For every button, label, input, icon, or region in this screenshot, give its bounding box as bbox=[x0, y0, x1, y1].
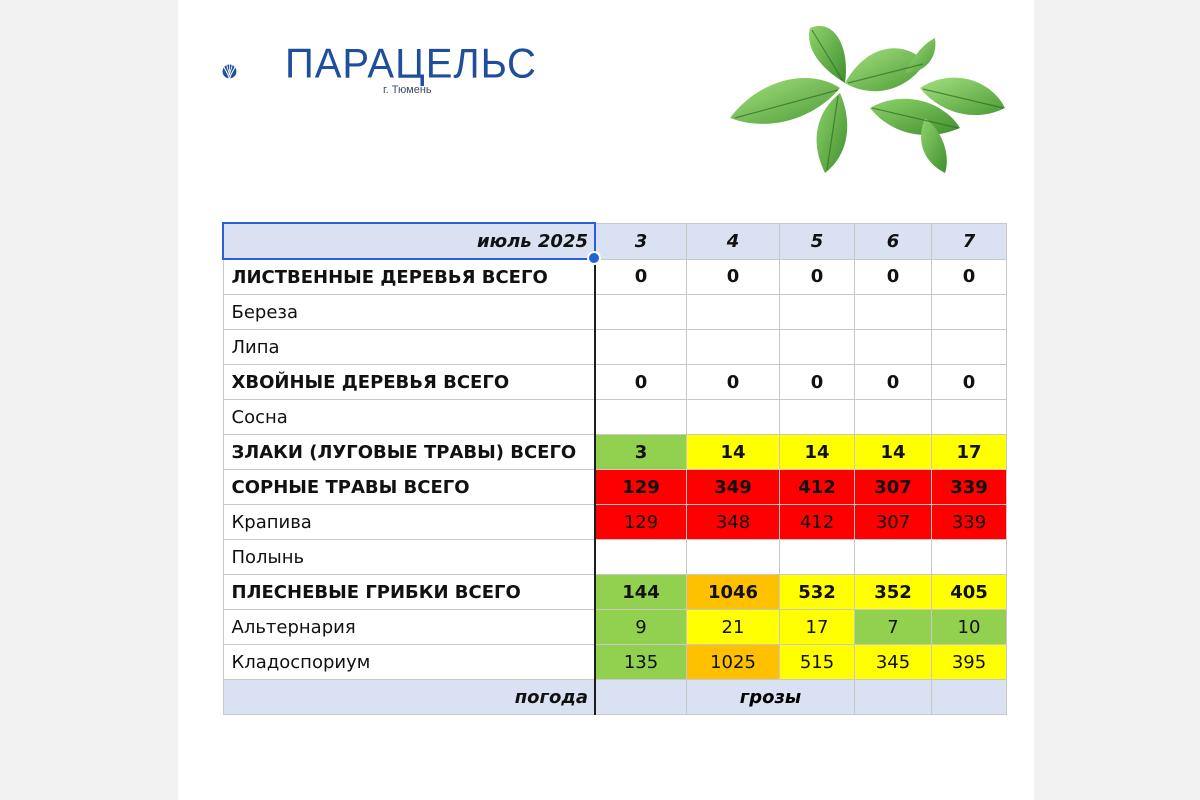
value-cell[interactable]: 144 bbox=[595, 575, 687, 610]
value-cell[interactable]: 17 bbox=[932, 435, 1007, 470]
value-cell[interactable]: 349 bbox=[687, 470, 780, 505]
value-cell[interactable]: 0 bbox=[595, 365, 687, 400]
value-cell[interactable]: 405 bbox=[932, 575, 1007, 610]
month-cell[interactable]: июль 2025 bbox=[223, 223, 595, 259]
table-row bbox=[223, 540, 1007, 575]
value-cell[interactable]: 1025 bbox=[687, 645, 780, 680]
value-cell[interactable] bbox=[932, 295, 1007, 330]
value-cell[interactable]: 345 bbox=[855, 645, 932, 680]
value-cell[interactable] bbox=[780, 330, 855, 365]
value-cell[interactable]: 3 bbox=[595, 435, 687, 470]
day-header-cell[interactable]: 5 bbox=[780, 223, 855, 259]
table-row bbox=[223, 505, 1007, 540]
value-cell[interactable]: 14 bbox=[687, 435, 780, 470]
value-cell[interactable] bbox=[687, 400, 780, 435]
value-cell[interactable]: 10 bbox=[932, 610, 1007, 645]
value-cell[interactable] bbox=[687, 540, 780, 575]
value-cell[interactable]: 0 bbox=[932, 365, 1007, 400]
value-cell[interactable]: 0 bbox=[780, 365, 855, 400]
value-cell[interactable]: 14 bbox=[780, 435, 855, 470]
value-cell[interactable]: 1046 bbox=[687, 575, 780, 610]
value-cell[interactable]: 9 bbox=[595, 610, 687, 645]
value-cell[interactable] bbox=[780, 295, 855, 330]
day-header-cell[interactable]: 7 bbox=[932, 223, 1007, 259]
table-row bbox=[223, 645, 1007, 680]
row-label-cell[interactable]: Альтернария bbox=[223, 610, 595, 645]
table-row bbox=[223, 259, 1007, 295]
value-cell[interactable]: 0 bbox=[932, 259, 1007, 295]
value-cell[interactable] bbox=[595, 400, 687, 435]
value-cell[interactable] bbox=[595, 540, 687, 575]
row-label-cell[interactable]: ПЛЕСНЕВЫЕ ГРИБКИ ВСЕГО bbox=[223, 575, 595, 610]
brand-city: г. Тюмень bbox=[383, 84, 432, 96]
day-header-cell[interactable]: 3 bbox=[595, 223, 687, 259]
paracels-logo-icon bbox=[222, 40, 286, 104]
row-label-cell[interactable]: СОРНЫЕ ТРАВЫ ВСЕГО bbox=[223, 470, 595, 505]
table-row bbox=[223, 575, 1007, 610]
value-cell[interactable]: 129 bbox=[595, 505, 687, 540]
value-cell[interactable]: 135 bbox=[595, 645, 687, 680]
value-cell[interactable] bbox=[687, 295, 780, 330]
day-header-cell[interactable]: 4 bbox=[687, 223, 780, 259]
row-label-cell[interactable]: Крапива bbox=[223, 505, 595, 540]
value-cell[interactable]: 412 bbox=[780, 505, 855, 540]
value-cell[interactable] bbox=[855, 330, 932, 365]
table-row bbox=[223, 400, 1007, 435]
value-cell[interactable]: 412 bbox=[780, 470, 855, 505]
value-cell[interactable]: 395 bbox=[932, 645, 1007, 680]
row-label-cell[interactable]: ЗЛАКИ (ЛУГОВЫЕ ТРАВЫ) ВСЕГО bbox=[223, 435, 595, 470]
value-cell[interactable] bbox=[687, 330, 780, 365]
row-label-cell[interactable]: Береза bbox=[223, 295, 595, 330]
value-cell[interactable] bbox=[855, 295, 932, 330]
pollen-table bbox=[222, 222, 1007, 715]
value-cell[interactable] bbox=[932, 540, 1007, 575]
value-cell[interactable] bbox=[855, 400, 932, 435]
value-cell[interactable]: 307 bbox=[855, 470, 932, 505]
weather-note-cell[interactable]: грозы bbox=[687, 680, 855, 715]
table-row bbox=[223, 330, 1007, 365]
value-cell[interactable]: 339 bbox=[932, 470, 1007, 505]
header-row bbox=[223, 223, 1007, 259]
table-row bbox=[223, 435, 1007, 470]
value-cell[interactable]: 532 bbox=[780, 575, 855, 610]
value-cell[interactable]: 14 bbox=[855, 435, 932, 470]
value-cell[interactable]: 515 bbox=[780, 645, 855, 680]
selection-handle-icon[interactable] bbox=[587, 251, 601, 265]
value-cell[interactable]: 0 bbox=[855, 259, 932, 295]
value-cell[interactable]: 17 bbox=[780, 610, 855, 645]
value-cell[interactable] bbox=[855, 540, 932, 575]
value-cell[interactable]: 348 bbox=[687, 505, 780, 540]
value-cell[interactable] bbox=[780, 400, 855, 435]
table-row bbox=[223, 365, 1007, 400]
row-label-cell[interactable]: ЛИСТВЕННЫЕ ДЕРЕВЬЯ ВСЕГО bbox=[223, 259, 595, 295]
value-cell[interactable] bbox=[595, 295, 687, 330]
weather-row bbox=[223, 680, 1007, 715]
brand-name: ПАРАЦЕЛЬС bbox=[285, 40, 537, 88]
row-label-cell[interactable]: ХВОЙНЫЕ ДЕРЕВЬЯ ВСЕГО bbox=[223, 365, 595, 400]
weather-cell[interactable] bbox=[932, 680, 1007, 715]
row-label-cell[interactable]: Сосна bbox=[223, 400, 595, 435]
weather-label-cell[interactable]: погода bbox=[223, 680, 595, 715]
value-cell[interactable]: 0 bbox=[595, 259, 687, 295]
value-cell[interactable] bbox=[932, 330, 1007, 365]
value-cell[interactable] bbox=[932, 400, 1007, 435]
value-cell[interactable]: 307 bbox=[855, 505, 932, 540]
value-cell[interactable]: 21 bbox=[687, 610, 780, 645]
value-cell[interactable]: 0 bbox=[687, 365, 780, 400]
weather-cell[interactable] bbox=[595, 680, 687, 715]
row-label-cell[interactable]: Кладоспориум bbox=[223, 645, 595, 680]
value-cell[interactable]: 7 bbox=[855, 610, 932, 645]
weather-cell[interactable] bbox=[855, 680, 932, 715]
value-cell[interactable]: 0 bbox=[855, 365, 932, 400]
value-cell[interactable]: 0 bbox=[780, 259, 855, 295]
value-cell[interactable] bbox=[780, 540, 855, 575]
value-cell[interactable]: 339 bbox=[932, 505, 1007, 540]
table-row bbox=[223, 610, 1007, 645]
value-cell[interactable]: 0 bbox=[687, 259, 780, 295]
table-row bbox=[223, 470, 1007, 505]
row-label-cell[interactable]: Липа bbox=[223, 330, 595, 365]
value-cell[interactable] bbox=[595, 330, 687, 365]
table-row bbox=[223, 295, 1007, 330]
value-cell[interactable]: 129 bbox=[595, 470, 687, 505]
value-cell[interactable]: 352 bbox=[855, 575, 932, 610]
day-header-cell[interactable]: 6 bbox=[855, 223, 932, 259]
row-label-cell[interactable]: Полынь bbox=[223, 540, 595, 575]
nettle-leaves-image bbox=[720, 8, 1020, 188]
